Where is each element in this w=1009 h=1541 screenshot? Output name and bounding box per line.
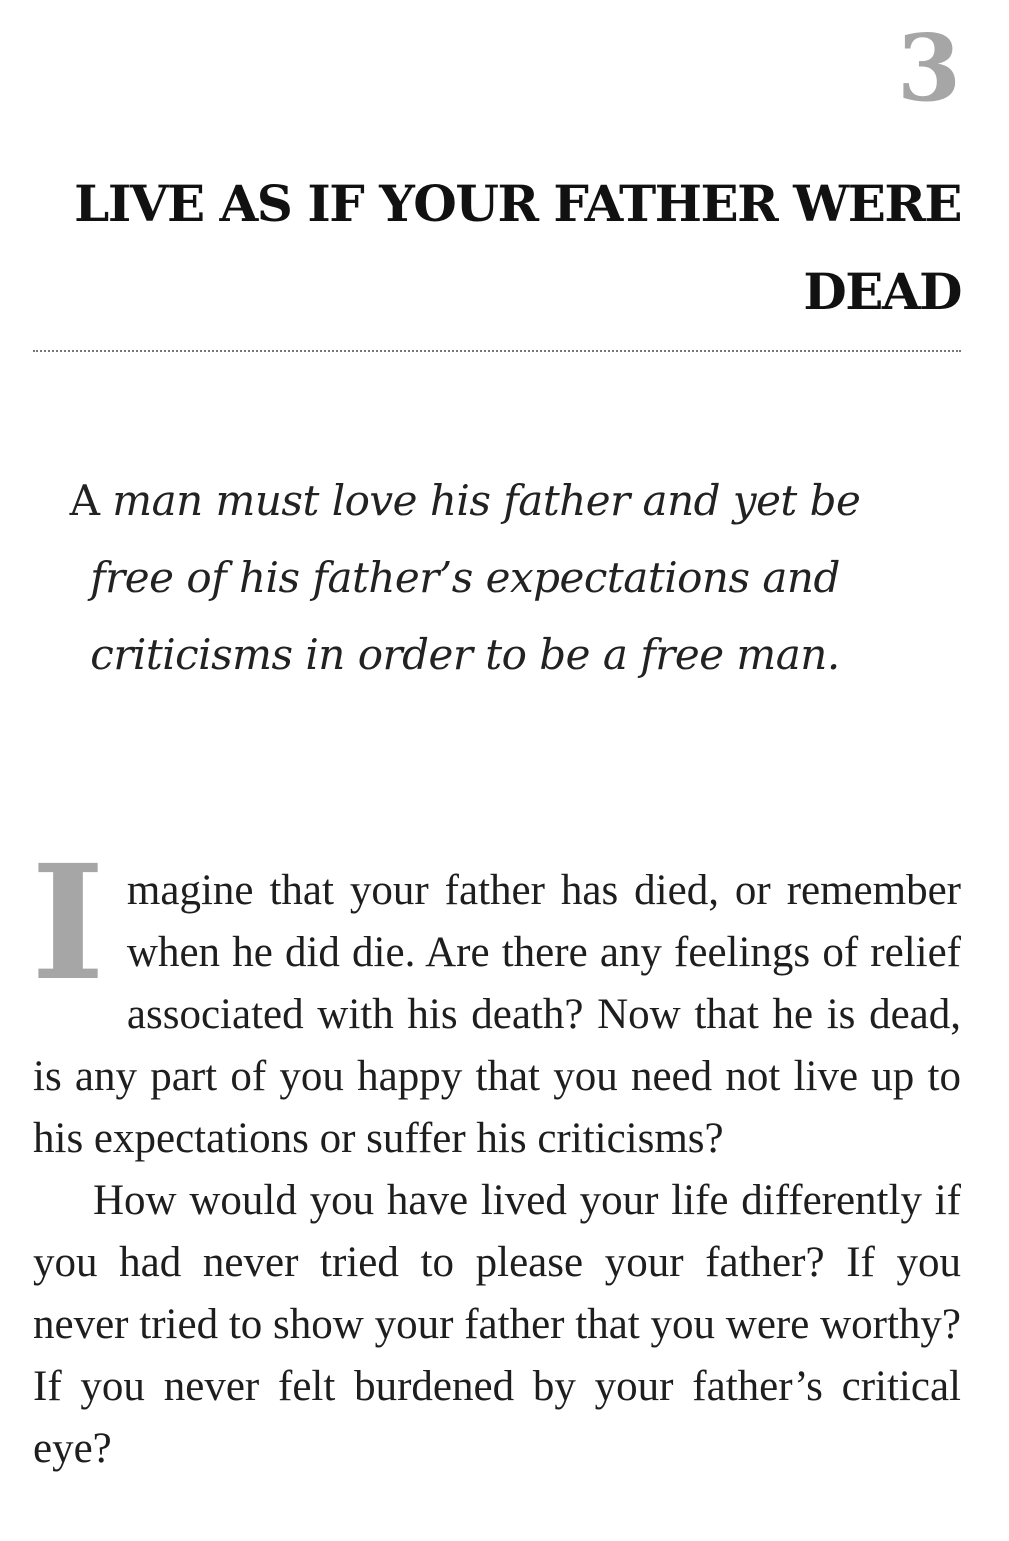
paragraph-1-text: magine that your father has died, or remember when he did die. Are there any feelings of relief associated with his death? Now that he is dead, is any part of you happy that you need not live up to his expectations or suffer his criticisms? <box>33 867 961 1162</box>
drop-cap: I <box>31 831 105 1016</box>
chapter-number: 3 <box>896 14 961 122</box>
epigraph-lead: A <box>69 476 113 525</box>
paragraph-1 <box>31 831 961 1170</box>
chapter-title: LIVE AS IF YOUR FATHER WERE DEAD <box>74 174 961 321</box>
epigraph <box>30 462 900 693</box>
paragraph-2: How would you have lived your life differently if you had never tried to please your father? If you never tried to show your father that you were worthy? If you never felt burdened by your father’s critical eye? <box>33 1177 961 1472</box>
epigraph-text: man must love his father and yet be free of his father’s expectations and criticisms in order to be a free man. <box>90 476 861 679</box>
body-text <box>31 831 961 1480</box>
dotted-divider <box>33 350 961 352</box>
